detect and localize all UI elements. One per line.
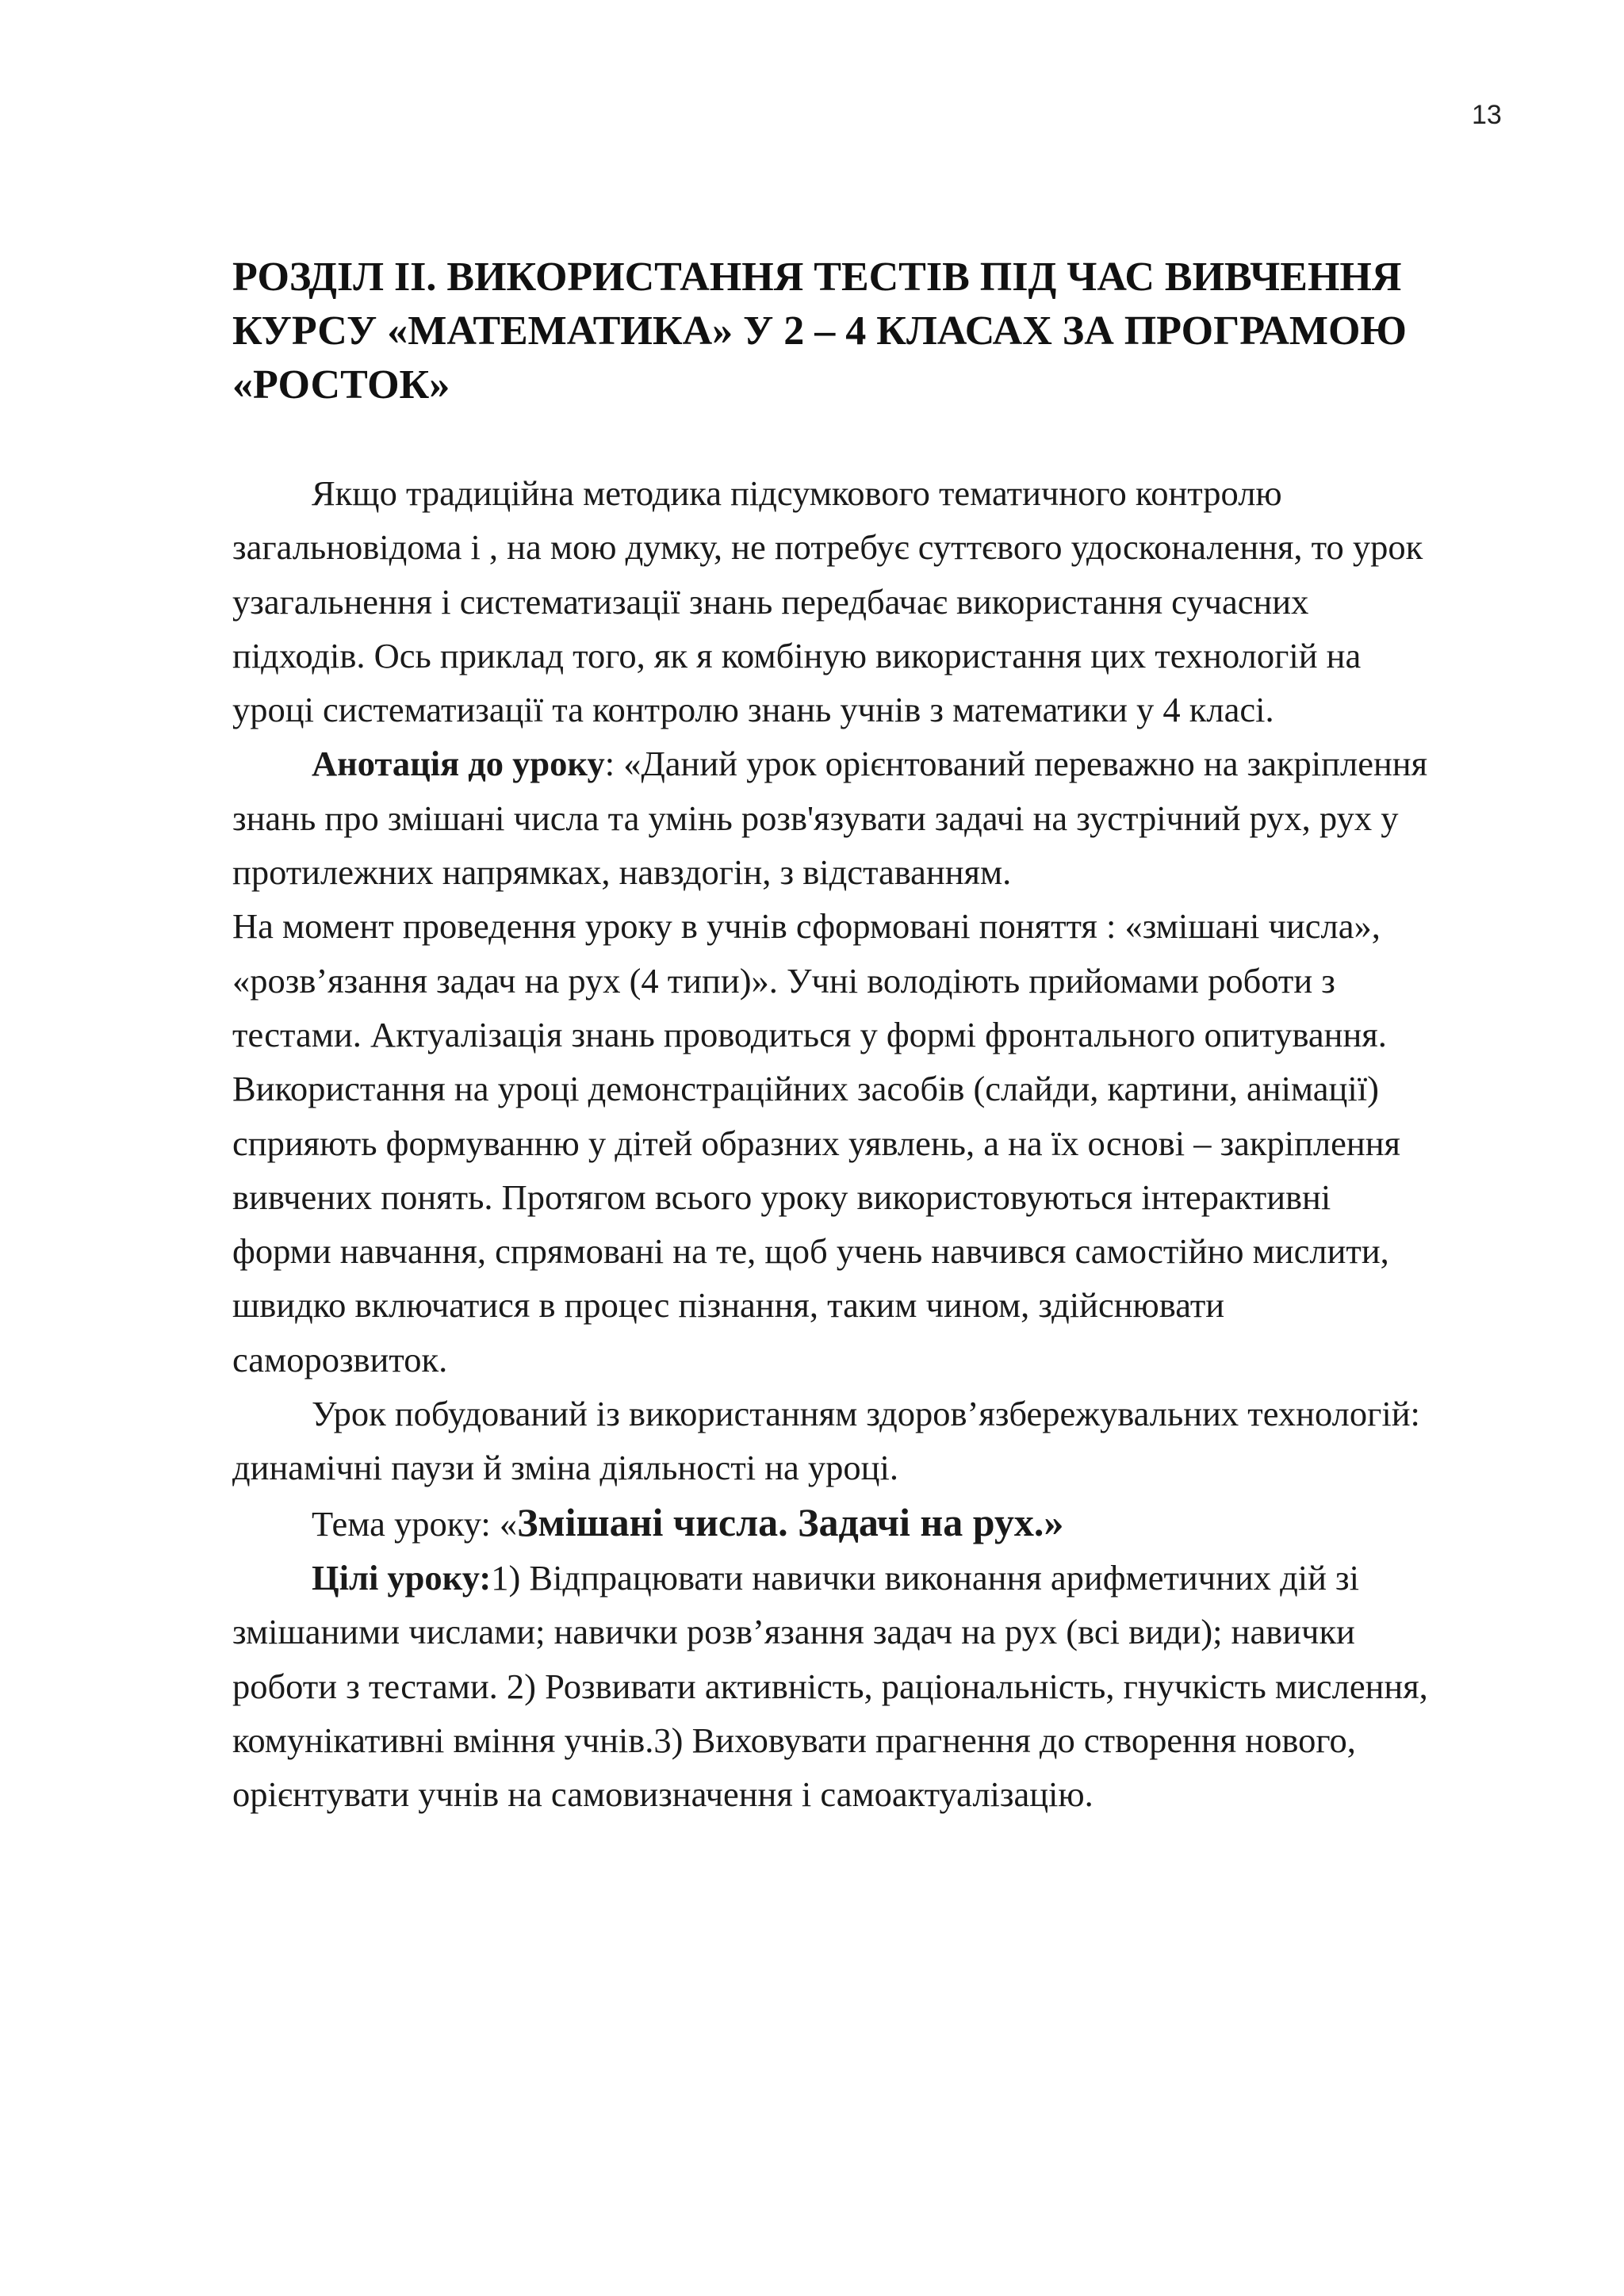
goals-label: Цілі уроку: xyxy=(312,1557,492,1598)
goals-text: 1) Відпрацювати навички виконання арифметичних дій зі змішаними числами; навички розв’язання задач на рух (всі види); навички роботи з тестами. 2) Розвивати активність, раціональність, гнучкість мислення, комунікативні вміння учнів.3) Виховувати прагнення до створення нового, орієнтувати учнів на самовизначення і самоактуалізацію. xyxy=(232,1557,1428,1815)
goals-paragraph xyxy=(232,1551,1565,1821)
body-text xyxy=(232,466,1565,1821)
page-number: 13 xyxy=(1472,100,1502,130)
theme-value: Змішані числа. Задачі на рух.» xyxy=(517,1499,1064,1544)
annotation-label: Анотація до уроку xyxy=(312,744,605,784)
theme-paragraph xyxy=(232,1495,1565,1551)
annotation-paragraph xyxy=(232,737,1565,899)
health-paragraph: Урок побудований із використанням здоров’язбережувальних технологій: динамічні паузи й зміна діяльності на уроці. xyxy=(232,1394,1420,1488)
theme-label: Тема уроку: « xyxy=(312,1503,518,1544)
concepts-paragraph: На момент проведення уроку в учнів сформовані поняття : «змішані числа», «розв’язання задач на рух (4 типи)». Учні володіють прийомами роботи з тестами. Актуалізація знань проводиться у формі фронтального опитування. Використання на уроці демонстраційних засобів (слайди, картини, анімації) сприяють формуванню у дітей образних уявлень, а на їх основі – закріплення вивчених понять. Протягом всього уроку використовуються інтерактивні форми навчання, спрямовані на те, щоб учень навчився самостійно мислити, швидко включатися в процес пізнання, таким чином, здійснювати саморозвиток. xyxy=(232,906,1400,1380)
intro-paragraph: Якщо традиційна методика підсумкового тематичного контролю загальновідома і , на мою думку, не потребує суттєвого удосконалення, то урок узагальнення і систематизації знань передбачає використання сучасних підходів. Ось приклад того, як я комбіную використання цих технологій на уроці систематизації та контролю знань учнів з математики у 4 класі. xyxy=(232,473,1423,730)
annotation-text: : «Даний урок орієнтований переважно на закріплення знань про змішані числа та умінь розв'язувати задачі на зустрічний рух, рух у протилежних напрямках, навздогін, з відставанням. xyxy=(232,744,1428,893)
chapter-title: РОЗДІЛ ІІ. ВИКОРИСТАННЯ ТЕСТІВ ПІД ЧАС ВИВЧЕННЯ КУРСУ «МАТЕМАТИКА» У 2 – 4 КЛАСАХ ЗА ПРОГРАМОЮ «РОСТОК» xyxy=(232,254,1407,408)
